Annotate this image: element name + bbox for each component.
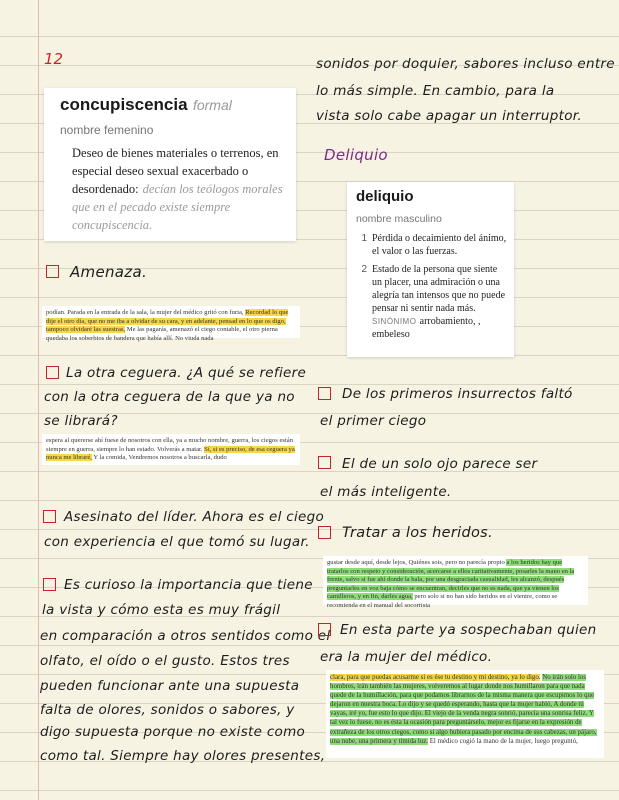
note-medico-line-1: En esta parte ya sospechaban quien [340, 622, 597, 638]
note-heridos: Tratar a los heridos. [342, 525, 493, 541]
checkbox-ojo[interactable] [318, 456, 331, 469]
note-insurrectos-line-1: De los primeros insurrectos faltó [342, 386, 573, 402]
card-synonym-label: SINÓNIMO [372, 317, 417, 326]
excerpt-clip-2: espera al quererse ahí fuese de nosotros con ella, ya a mucho nombre, guerra, los ciegos están siempre en guerra, siempre lo han estado. Volverás a matar. Sí, si es preciso, de esa ceguera ya nunca me libraré, Y la comida, Vendremos nosotros a buscarla, dudo [42, 434, 300, 465]
note-vista-line-8: como tal. Siempre hay olores presentes, [40, 748, 326, 764]
note-ceguera-line-2: con la otra ceguera de la que ya no [44, 389, 295, 405]
card-word: concupiscencia [60, 95, 188, 114]
checkbox-insurrectos[interactable] [318, 387, 331, 400]
checkbox-amenaza[interactable] [46, 265, 59, 278]
note-cont-line-2: lo más simple. En cambio, para la [316, 83, 555, 99]
dictionary-card-deliquio [347, 182, 514, 357]
checkbox-heridos[interactable] [318, 526, 331, 539]
checkbox-vista[interactable] [43, 578, 56, 591]
excerpt-clip-1: podían. Parada en la entrada de la sala, la mujer del médico gritó con furia, Recordad lo que dije el otro día, que no me iba a olvidar de su cara, y en adelante, pensad en lo que os digo, tampoco olvidaré las suestras, Me las pagarás, amenazó el ciego contable, el otro pierna quedaba los soberbios de bandera que había allí. No viuda nada [42, 306, 300, 338]
note-vista-line-3: en comparación a otros sentidos como el [40, 628, 331, 644]
note-ojo-line-1: El de un solo ojo parece ser [342, 456, 538, 472]
heading-deliquio: Deliquio [324, 146, 388, 164]
note-vista-line-2: la vista y cómo esta es muy frágil [42, 602, 281, 618]
excerpt-clip-3: gustar desde aquí, desde lejos, Quiénes sois, pero no parecía propio a los heridos hay que tratarlos con respeto y consideración, acercarse a ellos caritativamente, posarles la mano en la frente, salvo si fue ahí donde la bala, por una desgraciada casualidad, les alcanzó, después preguntarles en voz baja cómo se encuentran, decirles que no es nada, que ya vienen los camilleros, y en fin, darles agua, pero solo si no han sido heridos en el vientre, como se recomienda en el manual del socorrista [323, 556, 588, 605]
card-grammar: nombre masculino [356, 213, 442, 225]
highlight-green: No irán solo los hombres, irán también las mujeres, volveremos al lugar donde nos humillaron para que nada quede de la humillación, para que podamos librarnos de la misma manera que escupimos lo que dejaron en nuestra boca. Lo dijo y se quedó esperando, hasta que la mujer habló, A donde tú vayas, iré yo, fue esto lo que dijo. El viejo de la venda negra sonrió, parecía una sonrisa feliz. Y tal vez lo fuese, no es ésta la ocasión para preguntárselo, mejor es fijarse en la expresión de extrañeza de los otros ciegos, como si algo hubiera pasado por encima de sus cabezas, un pájaro, una nube, una primera y tímida luz. [330, 674, 597, 745]
card-definition: Deseo de bienes materiales o terrenos, en especial deseo sexual exacerbado o desordenado: [72, 146, 279, 196]
checkbox-medico[interactable] [318, 623, 331, 636]
note-ceguera-line-1: La otra ceguera. ¿A qué se refiere [66, 365, 307, 381]
card-sense-2: 2 Estado de la persona que siente un placer, una admiración o una alegría tan intensos que no puede pensar ni sentir nada más. [361, 264, 506, 314]
excerpt-clip-4: clara, para que puedas acusarme si es ése tu destino y mi destino, ya lo digo. No irán solo los hombres, irán también las mujeres, volveremos al lugar donde nos humillaron para que nada quede de la humillación, para que podamos librarnos de la misma manera que escupimos lo que dejaron en nuestra boca. Lo dijo y se quedó esperando, hasta que la mujer habló, A donde tú vayas, iré yo, fue esto lo que dijo. El viejo de la venda negra sonrió, parecía una sonrisa feliz. Y tal vez lo fuese, no es ésta la ocasión para preguntárselo, mejor es fijarse en la expresión de extrañeza de los otros ciegos, como si algo hubiera pasado por encima de sus cabezas, un pájaro, una nube, una primera y tímida luz. El médico cogió la mano de la mujer, luego preguntó, [326, 670, 604, 758]
note-insurrectos-line-2: el primer ciego [320, 413, 427, 429]
note-vista-line-4: olfato, el oído o el gusto. Estos tres [40, 653, 290, 669]
note-cont-line-1: sonidos por doquier, sabores incluso entre [316, 56, 615, 72]
card-word: deliquio [356, 188, 414, 205]
card-sense-1: 1 Pérdida o decaimiento del ánimo, el valor o las fuerzas. [361, 233, 507, 257]
highlight-yellow: Recordad lo que dije el otro día, que no me iba a olvidar de su cara, y en adelante, pensad en lo que os digo, tampoco olvidaré las suestras, [46, 309, 289, 334]
note-vista-line-1: Es curioso la importancia que tiene [64, 577, 313, 593]
highlight-green: a los heridos hay que tratarlos con respeto y consideración, acercarse a ellos caritativamente, posarles la mano en la frente, salvo si fue ahí donde la bala, por una desgraciada casualidad, les alcanzó, después preguntarles en voz baja cómo se encuentran, decirles que no es nada, que ya vienen los camilleros, y en fin, darles agua, [327, 559, 575, 601]
note-vista-line-5: pueden funcionar ante una supuesta [40, 678, 300, 694]
card-grammar: nombre femenino [60, 123, 154, 137]
note-lider-line-2: con experiencia el que tomó su lugar. [44, 534, 310, 550]
note-ojo-line-2: el más inteligente. [320, 484, 452, 500]
note-ceguera-line-3: se librará? [44, 413, 118, 429]
note-vista-line-7: digo supuesta porque no existe como [40, 724, 306, 740]
card-example: decían los teólogos morales que en el pecado existe siempre concupiscencia. [72, 182, 283, 232]
note-amenaza: Amenaza. [70, 263, 148, 281]
checkbox-ceguera[interactable] [46, 366, 59, 379]
dictionary-card-concupiscencia [44, 88, 296, 241]
note-medico-line-2: era la mujer del médico. [320, 649, 493, 665]
highlight-yellow: Sí, si es preciso, de esa ceguera ya nunca me libraré, [46, 445, 295, 462]
note-cont-line-3: vista solo cabe apagar un interruptor. [316, 108, 582, 124]
note-vista-line-6: falta de olores, sonidos o sabores, y [40, 702, 295, 718]
card-synonym-text: arrobamiento, , embeleso [372, 316, 481, 340]
page-number: 12 [44, 50, 64, 68]
margin-line [38, 0, 39, 800]
note-lider-line-1: Asesinato del líder. Ahora es el ciego [64, 509, 325, 525]
card-register: formal [192, 97, 232, 113]
checkbox-lider[interactable] [43, 510, 56, 523]
highlight-yellow: clara, para que puedas acusarme si es ése tu destino y mi destino, ya lo digo. [330, 674, 541, 681]
